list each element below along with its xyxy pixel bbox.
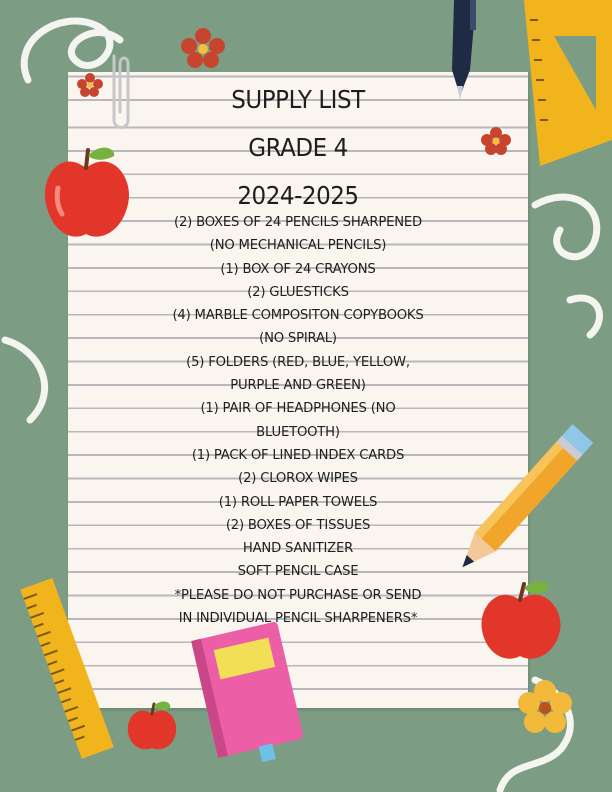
list-item: PURPLE AND GREEN) [230, 378, 366, 394]
swirl-doodle [535, 197, 597, 257]
page-title: SUPPLY LIST [231, 85, 365, 114]
list-item: (2) BOXES OF 24 PENCILS SHARPENED [174, 215, 422, 230]
list-item: (NO MECHANICAL PENCILS) [209, 238, 387, 254]
flower-icon [518, 680, 572, 734]
list-item: (4) MARBLE COMPOSITON COPYBOOKS [172, 308, 424, 324]
list-item: *PLEASE DO NOT PURCHASE OR SEND [174, 587, 422, 603]
list-item: HAND SANITIZER [242, 541, 354, 557]
flower-icon [180, 28, 226, 68]
swirl-doodle [570, 298, 600, 335]
list-item: IN INDIVIDUAL PENCIL SHARPENERS* [178, 611, 418, 627]
grade-title: GRADE 4 [248, 133, 348, 162]
list-item: (1) PACK OF LINED INDEX CARDS [191, 447, 405, 463]
list-item: (1) BOX OF 24 CRAYONS [220, 261, 376, 277]
swirl-doodle [5, 340, 45, 420]
list-item: (2) CLOROX WIPES [238, 471, 358, 487]
school-year: 2024-2025 [237, 181, 359, 210]
list-item: SOFT PENCIL CASE [237, 564, 359, 580]
supply-list [68, 211, 528, 630]
triangle-ruler-icon [510, 0, 612, 166]
list-item: (5) FOLDERS (RED, BLUE, YELLOW, [186, 354, 410, 370]
list-item: (2) GLUESTICKS [247, 284, 349, 300]
list-item: BLUETOOTH) [256, 424, 340, 440]
apple-icon [124, 698, 180, 752]
list-item: (2) BOXES OF TISSUES [225, 517, 371, 533]
list-item: (1) PAIR OF HEADPHONES (NO [200, 401, 396, 417]
list-item: (NO SPIRAL) [259, 331, 337, 347]
list-item: (1) ROLL PAPER TOWELS [218, 494, 378, 510]
notebook-icon [186, 618, 306, 766]
